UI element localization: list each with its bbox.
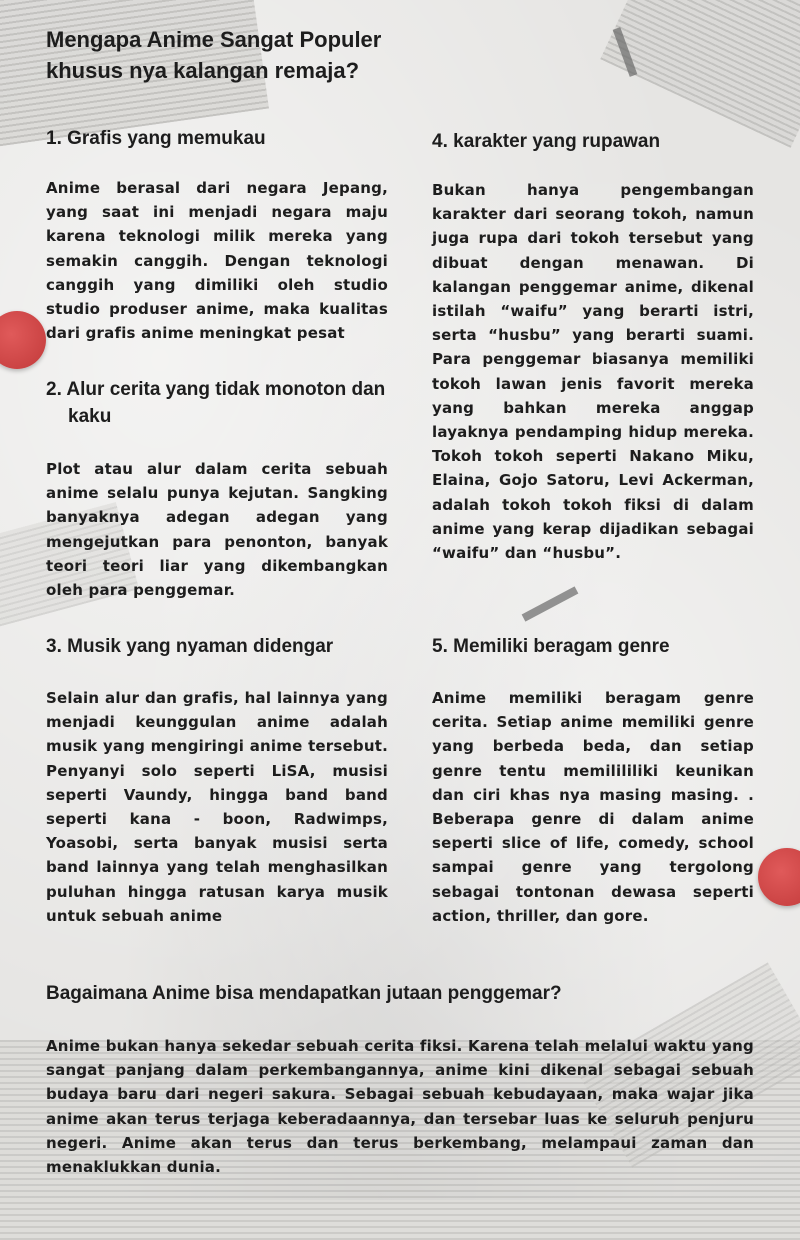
closing-body: Anime bukan hanya sekedar sebuah cerita fiksi. Karena telah melalui waktu yang sangat panjang dalam perkembangannya, anime kini dikenal sebagai sebuah budaya baru dari negeri sakura. Sebagai sebuah kebudayaan, maka wajar jika anime akan terus terjaga keberadaannya, dan tersebar luas ke seluruh penjuru negeri. Anime akan terus dan terus berkembang, melampaui zaman dan menaklukkan dunia. xyxy=(46,1037,754,1177)
section-2-heading: 2. Alur cerita yang tidak monoton dan kaku xyxy=(46,379,386,427)
section-5-body: Anime memiliki beragam genre cerita. Setiap anime memiliki genre yang berbeda beda, dan setiap genre tentu memilililiki keunikan dan ciri khas nya masing masing. . Beberapa genre di dalam anime seperti slice of life, comedy, school sampai genre yang tergolong sebagai tontonan dewasa seperti action, thriller, dan gore. xyxy=(432,689,754,925)
closing-heading: Bagaimana Anime bisa mendapatkan jutaan penggemar? xyxy=(46,983,562,1004)
section-4-heading: 4. karakter yang rupawan xyxy=(432,131,661,152)
section-3-heading: 3. Musik yang nyaman didengar xyxy=(46,636,334,657)
section-3-body: Selain alur dan grafis, hal lainnya yang menjadi keunggulan anime adalah musik yang mengiringi anime tersebut. Penyanyi solo seperti LiSA, musisi seperti Vaundy, hingga band band seperti kana - boon, Radwimps, Yoasobi, serta banyak musisi serta band lainnya yang telah menghasilkan puluhan hingga ratusan karya musik untuk sebuah anime xyxy=(46,689,388,925)
section-5-heading: 5. Memiliki beragam genre xyxy=(432,636,670,657)
page-title: Mengapa Anime Sangat Populer khusus nya kalangan remaja? xyxy=(46,27,382,83)
section-2-body: Plot atau alur dalam cerita sebuah anime selalu punya kejutan. Sangking banyaknya adegan adegan yang mengejutkan para penonton, banyak teori teori liar yang dikembangkan oleh para penggemar. xyxy=(46,460,388,600)
section-1-body: Anime berasal dari negara Jepang, yang saat ini menjadi negara maju karena teknologi milik mereka yang semakin canggih. Dengan teknologi canggih yang dimiliki oleh studio studio produser anime, maka kualitas dari grafis anime meningkat pesat xyxy=(46,179,388,343)
section-4-body: Bukan hanya pengembangan karakter dari seorang tokoh, namun juga rupa dari tokoh tersebut yang dibuat dengan menawan. Di kalangan penggemar anime, dikenal istilah “waifu” yang berarti istri, serta “husbu” yang berarti suami. Para penggemar biasanya memiliki tokoh lawan jenis favorit mereka yang bahkan mereka anggap layaknya pendamping hidup mereka. Tokoh tokoh seperti Nakano Miku, Elaina, Gojo Satoru, Levi Ackerman, adalah tokoh tokoh fiksi di dalam anime yang kerap dijadikan sebagai “waifu” dan “husbu”. xyxy=(432,181,754,563)
section-1-heading: 1. Grafis yang memukau xyxy=(46,128,266,149)
